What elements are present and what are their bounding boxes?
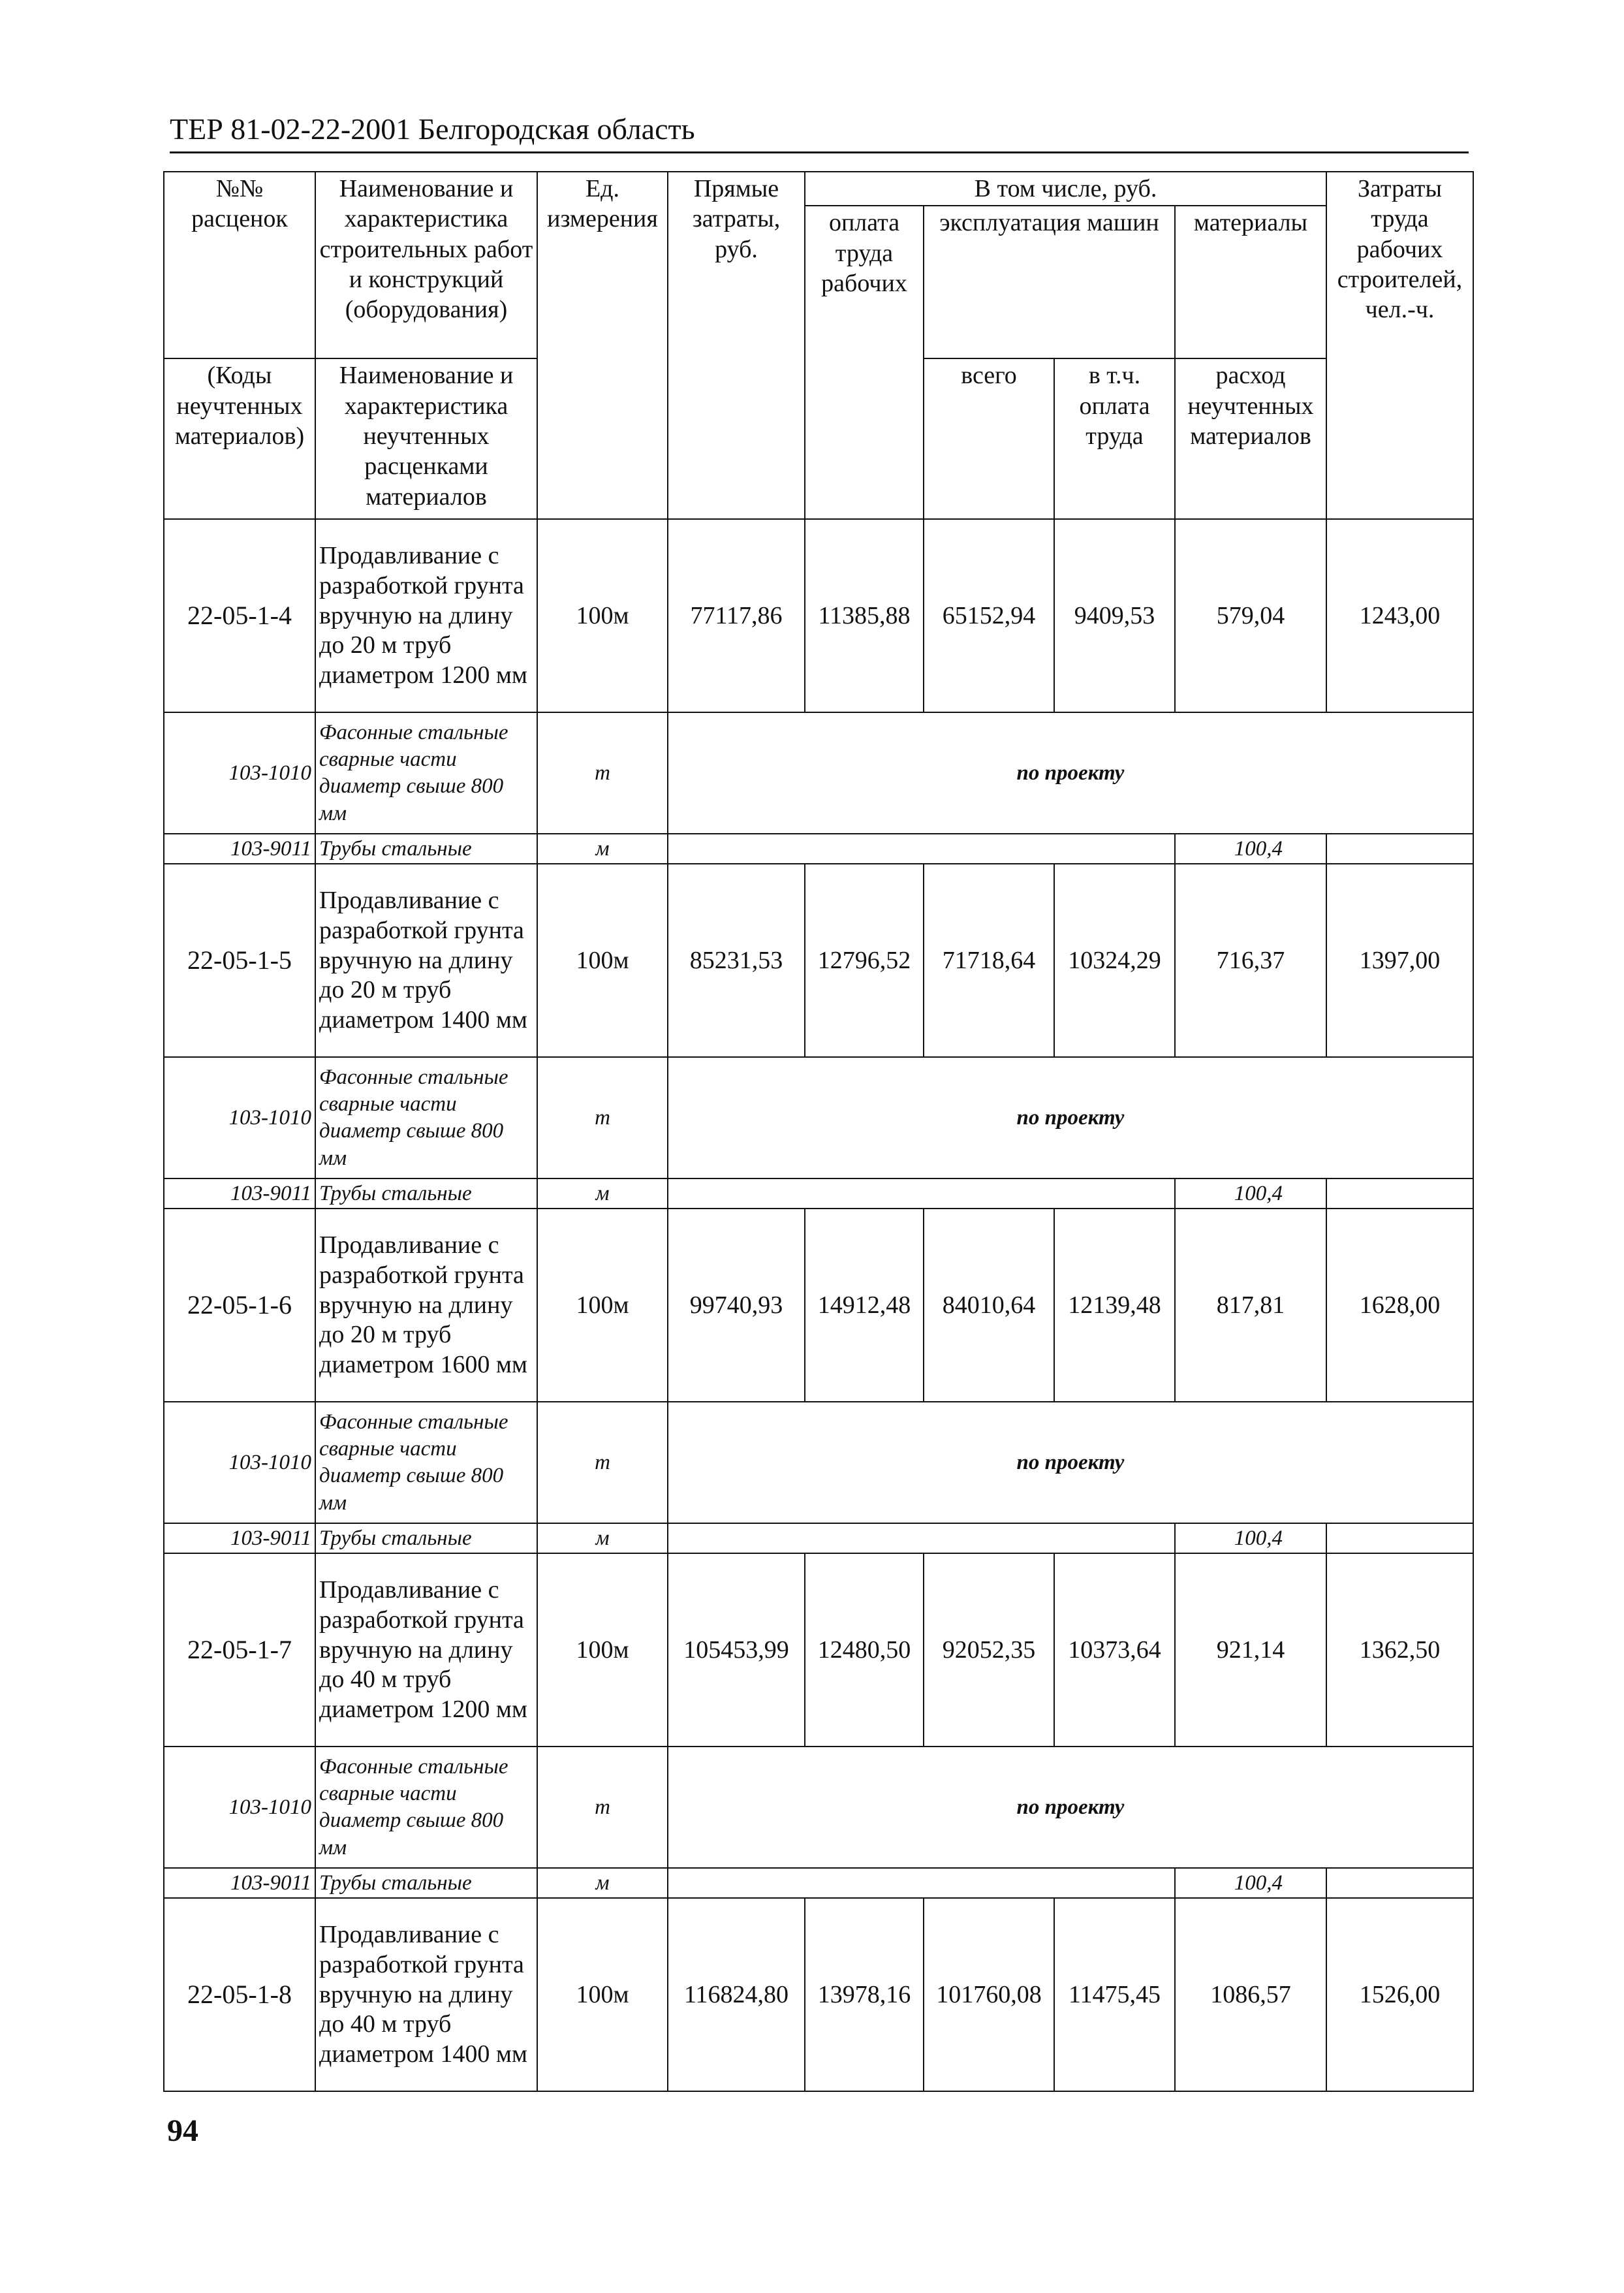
- rate-name: Продавливание с разработкой грунта вручную на длину до 20 м труб диаметром 1200 мм: [315, 519, 537, 712]
- wage-cost: 12796,52: [805, 864, 924, 1057]
- materials-cost: 817,81: [1175, 1209, 1326, 1402]
- rates-table: [163, 171, 1474, 2092]
- header-unit: Ед. измерения: [537, 172, 668, 519]
- material-row: [164, 1178, 1473, 1209]
- material-row: [164, 1868, 1473, 1898]
- table-row: [164, 1209, 1473, 1402]
- header-total: всего: [924, 358, 1054, 519]
- material-unit: м: [537, 1868, 668, 1898]
- rate-unit: 100м: [537, 519, 668, 712]
- header-name: Наименование и характеристика строительных работ и конструкций (оборудования): [315, 172, 537, 358]
- material-unit: м: [537, 834, 668, 864]
- header-machines: эксплуатация машин: [924, 206, 1175, 358]
- blank-cell: [668, 1868, 1175, 1898]
- labor-cost: 1362,50: [1326, 1553, 1473, 1747]
- rate-unit: 100м: [537, 1209, 668, 1402]
- material-unit: т: [537, 1402, 668, 1523]
- machines-cost: 65152,94: [924, 519, 1054, 712]
- wage-cost: 14912,48: [805, 1209, 924, 1402]
- material-name: Фасонные стальные сварные части диаметр свыше 800 мм: [315, 1747, 537, 1868]
- material-unit: м: [537, 1178, 668, 1209]
- machines-wage-cost: 11475,45: [1054, 1898, 1175, 2091]
- material-code: 103-1010: [164, 1402, 315, 1523]
- labor-cost: 1628,00: [1326, 1209, 1473, 1402]
- material-value: по проекту: [668, 1402, 1473, 1523]
- header-unaccounted: Наименование и характеристика неучтенных расценками материалов: [315, 358, 537, 519]
- material-name: Фасонные стальные сварные части диаметр свыше 800 мм: [315, 712, 537, 834]
- material-value: по проекту: [668, 712, 1473, 834]
- blank-cell: [1326, 1523, 1473, 1553]
- material-quantity: 100,4: [1175, 1178, 1326, 1209]
- material-name: Трубы стальные: [315, 1523, 537, 1553]
- materials-cost: 579,04: [1175, 519, 1326, 712]
- material-row: [164, 1402, 1473, 1523]
- material-name: Трубы стальные: [315, 1868, 537, 1898]
- materials-cost: 716,37: [1175, 864, 1326, 1057]
- rate-name: Продавливание с разработкой грунта вручную на длину до 40 м труб диаметром 1400 мм: [315, 1898, 537, 2091]
- rate-name: Продавливание с разработкой грунта вручную на длину до 20 м труб диаметром 1600 мм: [315, 1209, 537, 1402]
- machines-cost: 71718,64: [924, 864, 1054, 1057]
- header-incl: В том числе, руб.: [805, 172, 1326, 206]
- labor-cost: 1526,00: [1326, 1898, 1473, 2091]
- material-name: Фасонные стальные сварные части диаметр свыше 800 мм: [315, 1402, 537, 1523]
- rate-code: 22-05-1-7: [164, 1553, 315, 1747]
- direct-cost: 77117,86: [668, 519, 805, 712]
- page-number: 94: [167, 2113, 198, 2148]
- material-value: по проекту: [668, 1747, 1473, 1868]
- direct-cost: 105453,99: [668, 1553, 805, 1747]
- blank-cell: [1326, 1868, 1473, 1898]
- rate-name: Продавливание с разработкой грунта вручную на длину до 40 м труб диаметром 1200 мм: [315, 1553, 537, 1747]
- materials-cost: 921,14: [1175, 1553, 1326, 1747]
- rate-code: 22-05-1-8: [164, 1898, 315, 2091]
- blank-cell: [1326, 1178, 1473, 1209]
- material-code: 103-9011: [164, 834, 315, 864]
- wage-cost: 13978,16: [805, 1898, 924, 2091]
- material-code: 103-1010: [164, 1747, 315, 1868]
- rate-code: 22-05-1-5: [164, 864, 315, 1057]
- direct-cost: 116824,80: [668, 1898, 805, 2091]
- material-quantity: 100,4: [1175, 1868, 1326, 1898]
- material-code: 103-1010: [164, 712, 315, 834]
- material-row: [164, 1057, 1473, 1178]
- machines-cost: 92052,35: [924, 1553, 1054, 1747]
- header-wage: оплата труда рабочих: [805, 206, 924, 519]
- header-materials: материалы: [1175, 206, 1326, 358]
- header-nn: №№ расценок: [164, 172, 315, 358]
- table-row: [164, 519, 1473, 712]
- material-name: Фасонные стальные сварные части диаметр свыше 800 мм: [315, 1057, 537, 1178]
- material-unit: т: [537, 712, 668, 834]
- rate-name: Продавливание с разработкой грунта вручную на длину до 20 м труб диаметром 1400 мм: [315, 864, 537, 1057]
- blank-cell: [668, 1523, 1175, 1553]
- rate-code: 22-05-1-6: [164, 1209, 315, 1402]
- rate-unit: 100м: [537, 1898, 668, 2091]
- machines-wage-cost: 10373,64: [1054, 1553, 1175, 1747]
- labor-cost: 1397,00: [1326, 864, 1473, 1057]
- machines-wage-cost: 9409,53: [1054, 519, 1175, 712]
- material-name: Трубы стальные: [315, 1178, 537, 1209]
- machines-wage-cost: 12139,48: [1054, 1209, 1175, 1402]
- labor-cost: 1243,00: [1326, 519, 1473, 712]
- direct-cost: 99740,93: [668, 1209, 805, 1402]
- material-code: 103-9011: [164, 1178, 315, 1209]
- page-header: ТЕР 81-02-22-2001 Белгородская область: [170, 110, 1469, 153]
- table-row: [164, 864, 1473, 1057]
- table-row: [164, 1553, 1473, 1747]
- header-labor: Затраты труда рабочих строителей, чел.-ч.: [1326, 172, 1473, 519]
- wage-cost: 11385,88: [805, 519, 924, 712]
- blank-cell: [1326, 834, 1473, 864]
- rate-unit: 100м: [537, 864, 668, 1057]
- direct-cost: 85231,53: [668, 864, 805, 1057]
- machines-cost: 101760,08: [924, 1898, 1054, 2091]
- material-quantity: 100,4: [1175, 1523, 1326, 1553]
- rate-code: 22-05-1-4: [164, 519, 315, 712]
- material-code: 103-9011: [164, 1868, 315, 1898]
- material-code: 103-1010: [164, 1057, 315, 1178]
- blank-cell: [668, 834, 1175, 864]
- materials-cost: 1086,57: [1175, 1898, 1326, 2091]
- material-unit: м: [537, 1523, 668, 1553]
- wage-cost: 12480,50: [805, 1553, 924, 1747]
- machines-cost: 84010,64: [924, 1209, 1054, 1402]
- material-row: [164, 712, 1473, 834]
- material-row: [164, 1523, 1473, 1553]
- material-name: Трубы стальные: [315, 834, 537, 864]
- header-incl-wage: в т.ч. оплата труда: [1054, 358, 1175, 519]
- material-code: 103-9011: [164, 1523, 315, 1553]
- header-direct: Прямые затраты, руб.: [668, 172, 805, 519]
- header-codes: (Коды неучтенных материалов): [164, 358, 315, 519]
- machines-wage-cost: 10324,29: [1054, 864, 1175, 1057]
- blank-cell: [668, 1178, 1175, 1209]
- material-row: [164, 834, 1473, 864]
- material-quantity: 100,4: [1175, 834, 1326, 864]
- table-row: [164, 1898, 1473, 2091]
- material-row: [164, 1747, 1473, 1868]
- rate-unit: 100м: [537, 1553, 668, 1747]
- material-unit: т: [537, 1747, 668, 1868]
- header-consumption: расход неучтенных материалов: [1175, 358, 1326, 519]
- material-unit: т: [537, 1057, 668, 1178]
- material-value: по проекту: [668, 1057, 1473, 1178]
